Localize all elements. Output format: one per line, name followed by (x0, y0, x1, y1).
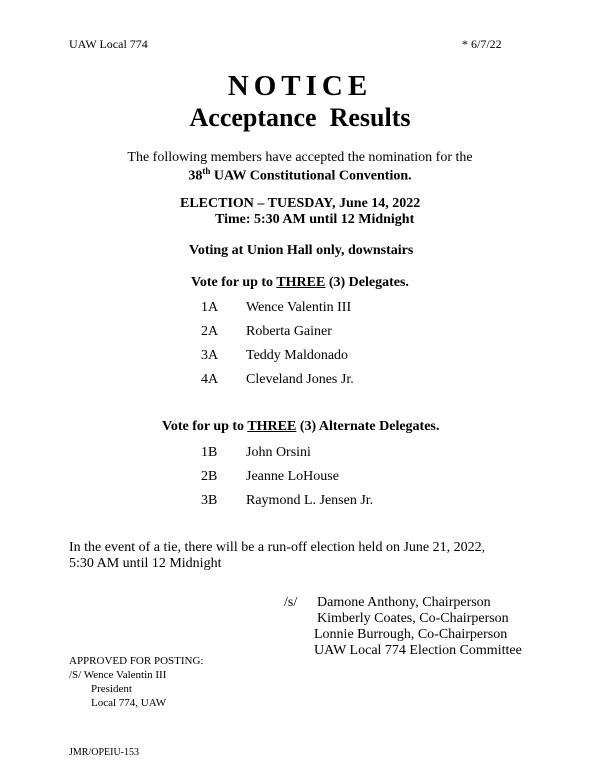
approval-title: President (91, 683, 132, 695)
signature-line: Damone Anthony, Chairperson (317, 595, 491, 610)
delegates-heading-prefix: Vote for up to (191, 275, 277, 290)
approval-signed: /S/ Wence Valentin III (69, 669, 167, 681)
approval-org: Local 774, UAW (91, 697, 167, 709)
convention-name: UAW Constitutional Convention. (210, 168, 412, 184)
candidate-name: Cleveland Jones Jr. (246, 372, 354, 387)
candidate-name: Roberta Gainer (246, 324, 332, 339)
alternates-heading-prefix: Vote for up to (162, 419, 248, 434)
alternates-heading-suffix: (3) Alternate Delegates. (296, 419, 440, 434)
candidate-number: 3A (201, 348, 219, 363)
candidate-number: 1A (201, 300, 219, 315)
delegate-candidate (201, 324, 332, 340)
candidate-number: 2A (201, 324, 219, 339)
signature-line: UAW Local 774 Election Committee (314, 643, 522, 658)
candidate-number: 3B (201, 493, 218, 508)
signature-line: Lonnie Burrough, Co-Chairperson (314, 627, 508, 642)
convention-ordinal-suffix: th (202, 166, 211, 176)
header-local: UAW Local 774 (69, 37, 148, 51)
tie-notice-line2: 5:30 AM until 12 Midnight (69, 556, 222, 571)
candidate-name: Raymond L. Jensen Jr. (246, 493, 374, 508)
delegates-heading (191, 275, 409, 291)
intro-text: The following members have accepted the nomination for the (127, 150, 473, 165)
header-date: * 6/7/22 (462, 37, 502, 51)
candidate-name: Jeanne LoHouse (246, 469, 339, 484)
delegates-heading-suffix: (3) Delegates. (325, 275, 409, 290)
convention-line (0, 166, 600, 185)
notice-title: NOTICE (227, 70, 373, 102)
tie-notice-line1: In the event of a tie, there will be a run-off election held on June 21, 2022, (69, 540, 486, 555)
candidate-number: 4A (201, 372, 219, 387)
delegate-candidate (201, 348, 348, 364)
delegate-candidate (201, 372, 354, 388)
convention-ordinal: 38 (188, 168, 203, 184)
approval-heading: APPROVED FOR POSTING: (69, 655, 204, 667)
alternate-candidate (201, 445, 311, 461)
alternates-heading-emph: THREE (247, 419, 297, 434)
footer-code: JMR/OPEIU-153 (69, 747, 140, 758)
election-time: Time: 5:30 AM until 12 Midnight (215, 212, 415, 227)
candidate-number: 2B (201, 469, 218, 484)
election-date: ELECTION – TUESDAY, June 14, 2022 (180, 196, 421, 211)
signature-mark: /s/ (284, 595, 298, 610)
alternate-candidate (201, 469, 339, 485)
candidate-name: Teddy Maldonado (246, 348, 349, 363)
signature-line: Kimberly Coates, Co-Chairperson (317, 611, 509, 626)
alternates-heading (162, 419, 439, 435)
alternate-candidate (201, 493, 373, 509)
election-location: Voting at Union Hall only, downstairs (189, 243, 414, 258)
candidate-name: John Orsini (246, 445, 311, 460)
delegate-candidate (201, 300, 351, 316)
candidate-number: 1B (201, 445, 218, 460)
page-subtitle: Acceptance Results (189, 103, 411, 132)
candidate-name: Wence Valentin III (246, 300, 352, 315)
delegates-heading-emph: THREE (276, 275, 326, 290)
